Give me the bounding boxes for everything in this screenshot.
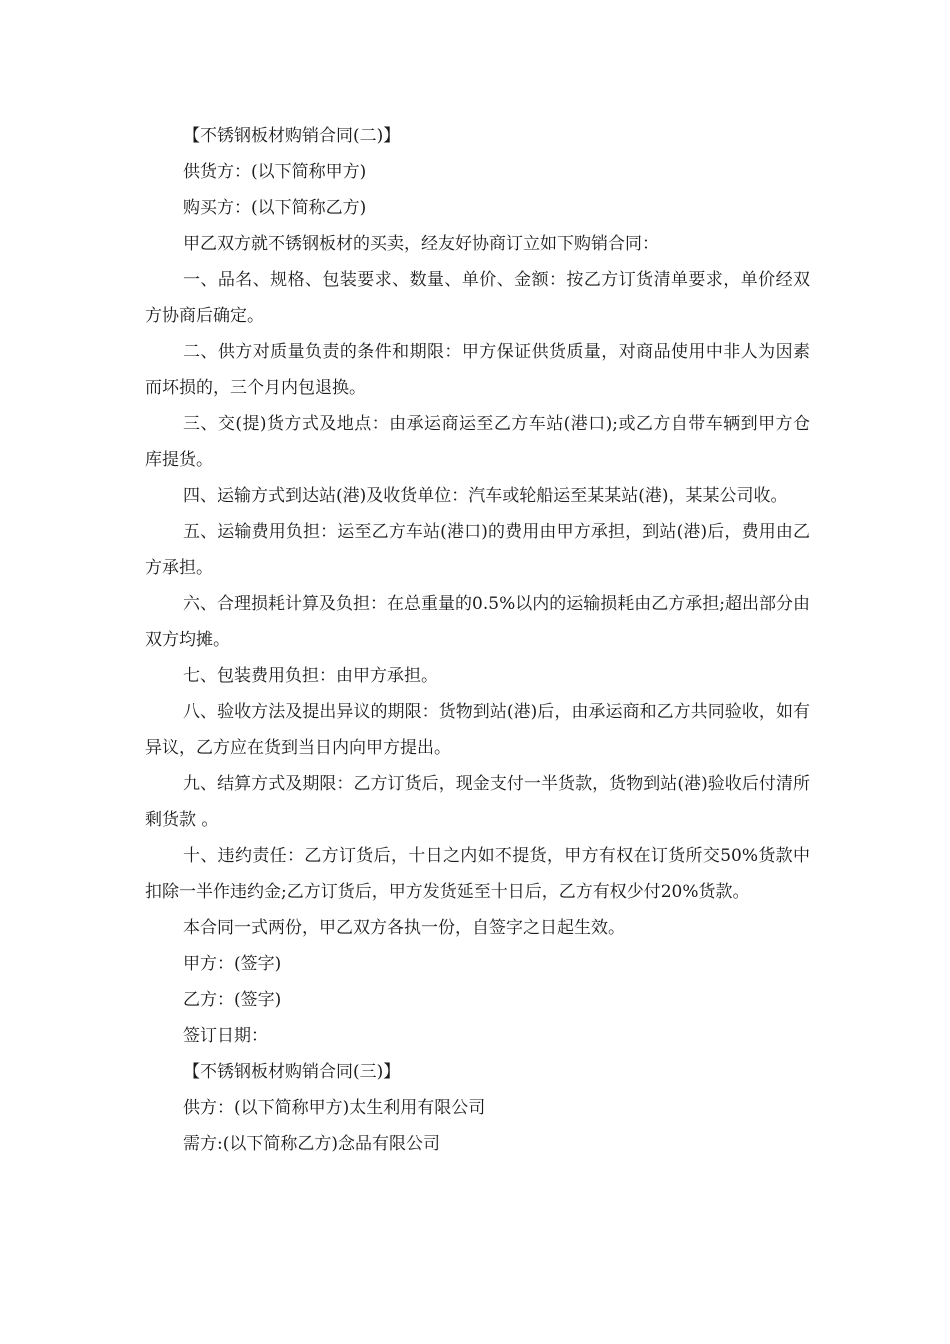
clause-5: 五、运输费用负担：运至乙方车站(港口)的费用由甲方承担，到站(港)后，费用由乙方承担。 (145, 522, 810, 578)
party-b-signature-line: 乙方：(签字) (183, 990, 282, 1010)
buyer-line: 购买方：(以下简称乙方) (183, 198, 367, 218)
supplier-company-line: 供方：(以下简称甲方)太生利用有限公司 (183, 1098, 486, 1118)
document-body (145, 118, 810, 1162)
clause-1: 一、品名、规格、包装要求、数量、单价、金额：按乙方订货清单要求，单价经双方协商后确定。 (145, 270, 810, 326)
party-a-signature-line: 甲方：(签字) (183, 954, 282, 974)
preamble-paragraph: 甲乙双方就不锈钢板材的买卖，经友好协商订立如下购销合同： (183, 234, 659, 254)
signing-date-line: 签订日期： (183, 1026, 268, 1046)
clause-4: 四、运输方式到达站(港)及收货单位：汽车或轮船运至某某站(港)，某某公司收。 (183, 486, 788, 506)
supplier-line: 供货方：(以下简称甲方) (183, 162, 367, 182)
demander-company-line: 需方:(以下简称乙方)念品有限公司 (183, 1134, 440, 1154)
clause-7: 七、包装费用负担：由甲方承担。 (183, 666, 438, 686)
section-title-contract-3: 【不锈钢板材购销合同(三)】 (183, 1062, 401, 1082)
clause-3: 三、交(提)货方式及地点：由承运商运至乙方车站(港口);或乙方自带车辆到甲方仓库提货。 (145, 414, 810, 470)
validity-paragraph: 本合同一式两份，甲乙双方各执一份，自签字之日起生效。 (183, 918, 625, 938)
clause-2: 二、供方对质量负责的条件和期限：甲方保证供货质量，对商品使用中非人为因素而坏损的，三个月内包退换。 (145, 342, 810, 398)
section-title-contract-2: 【不锈钢板材购销合同(二)】 (183, 126, 401, 146)
clause-8: 八、验收方法及提出异议的期限：货物到站(港)后，由承运商和乙方共同验收，如有异议，乙方应在货到当日内向甲方提出。 (145, 702, 810, 758)
clause-9: 九、结算方式及期限：乙方订货后，现金支付一半货款，货物到站(港)验收后付清所剩货款 。 (145, 774, 810, 830)
clause-6: 六、合理损耗计算及负担：在总重量的0.5%以内的运输损耗由乙方承担;超出部分由双方均摊。 (145, 594, 810, 650)
clause-10: 十、违约责任：乙方订货后，十日之内如不提货，甲方有权在订货所交50%货款中扣除一半作违约金;乙方订货后，甲方发货延至十日后，乙方有权少付20%货款。 (145, 846, 810, 902)
